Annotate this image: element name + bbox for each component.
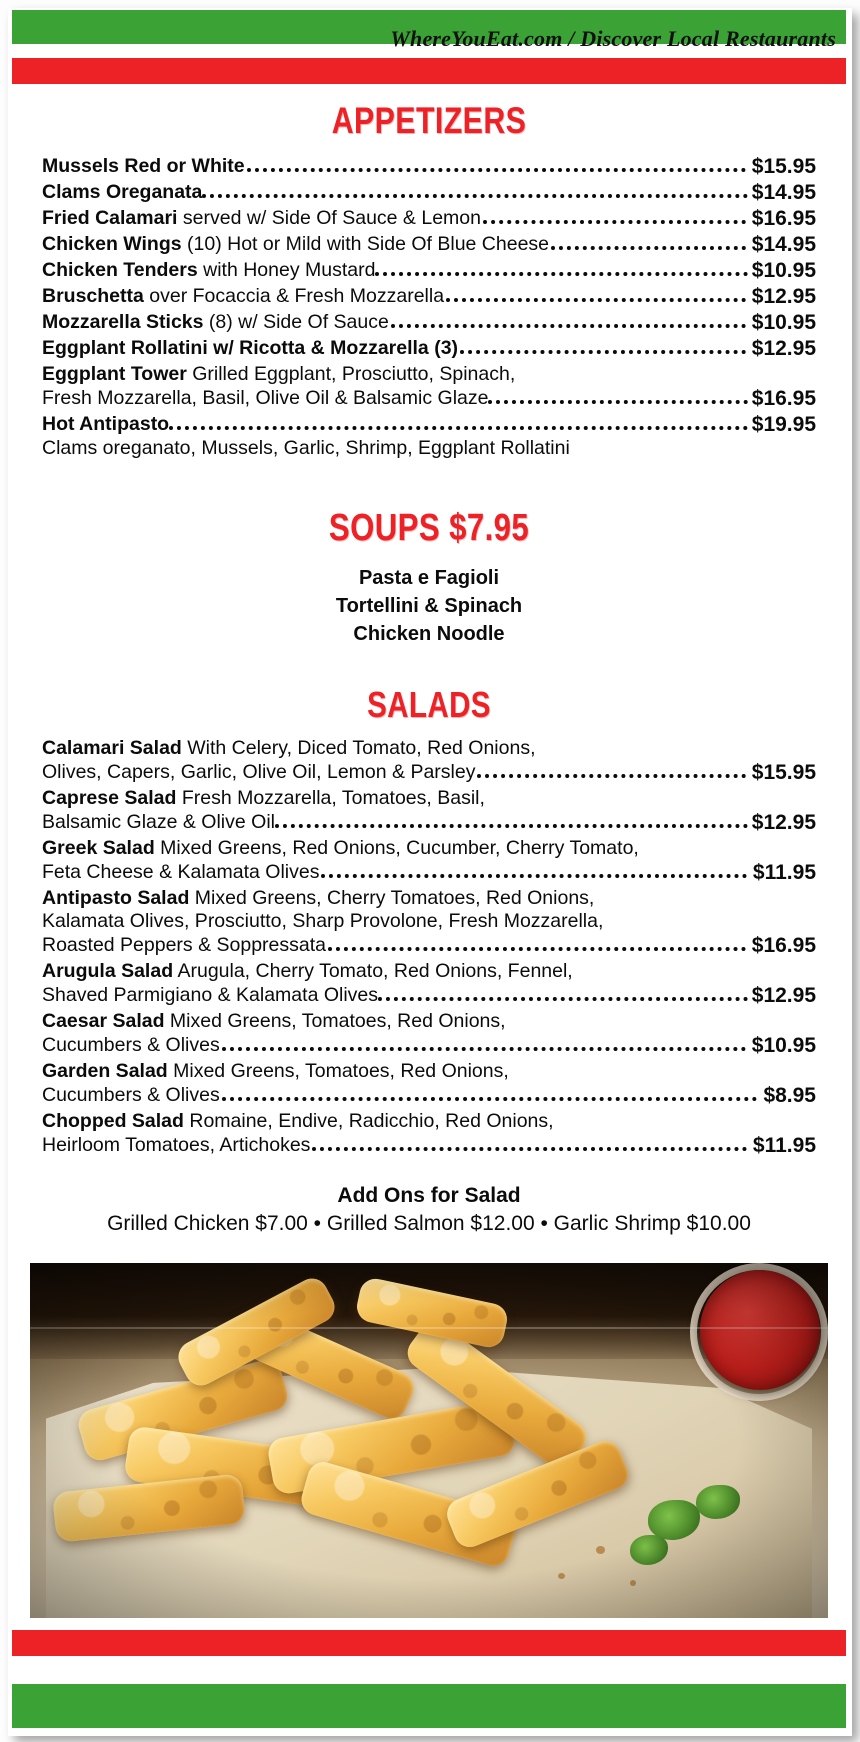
- dot-leader: [551, 246, 746, 250]
- item-name: Clams Oreganata: [42, 181, 203, 203]
- menu-item: [42, 1109, 816, 1158]
- banner-stripe-red-top: [12, 58, 846, 84]
- item-name: Garden Salad Mixed Greens, Tomatoes, Red Onions,: [42, 1060, 509, 1082]
- item-name: Chicken Wings (10) Hot or Mild with Side Of Blue Cheese: [42, 233, 550, 255]
- item-price: $12.95: [751, 984, 816, 1007]
- dot-leader: [391, 324, 746, 328]
- item-desc: with Honey Mustard: [203, 259, 376, 281]
- item-price: $16.95: [751, 387, 816, 410]
- dot-leader: [222, 1047, 746, 1051]
- menu-item: [42, 284, 816, 309]
- item-desc: over Focaccia & Fresh Mozzarella: [149, 285, 445, 307]
- addons-line: Grilled Chicken $7.00 • Grilled Salmon $12.00 • Garlic Shrimp $10.00: [107, 1212, 751, 1235]
- item-price: $14.95: [751, 233, 816, 256]
- item-name: Fried Calamari served w/ Side Of Sauce & Lemon: [42, 207, 481, 229]
- soup-list: [42, 564, 816, 648]
- item-desc: served w/ Side Of Sauce & Lemon: [182, 207, 481, 229]
- item-price: $15.95: [751, 155, 816, 178]
- item-desc-line1: Mixed Greens, Red Onions, Cucumber, Cherry Tomato,: [160, 837, 639, 859]
- item-name: Chopped Salad Romaine, Endive, Radicchio, Red Onions,: [42, 1110, 554, 1132]
- dot-leader: [477, 774, 745, 778]
- item-price: $15.95: [751, 761, 816, 784]
- dot-leader: [247, 168, 746, 172]
- menu-item: [42, 1009, 816, 1058]
- addons-title: Add Ons for Salad: [337, 1184, 521, 1207]
- item-desc-line2: Fresh Mozzarella, Basil, Olive Oil & Balsamic Glaze: [42, 387, 489, 409]
- list-item: Tortellini & Spinach: [335, 595, 523, 617]
- site-credit: WhereYouEat.com / Discover Local Restaurants: [390, 26, 836, 51]
- item-name: Calamari Salad With Celery, Diced Tomato, Red Onions,: [42, 737, 536, 759]
- item-price: $10.95: [751, 311, 816, 334]
- item-desc-line2: Shaved Parmigiano & Kalamata Olives: [42, 984, 379, 1006]
- dot-leader: [169, 426, 748, 430]
- menu-item: [42, 736, 816, 785]
- item-desc-line1: Romaine, Endive, Radicchio, Red Onions,: [189, 1110, 554, 1132]
- item-price: $11.95: [752, 1134, 816, 1157]
- item-name: Antipasto Salad Mixed Greens, Cherry Tomatoes, Red Onions,: [42, 887, 595, 909]
- item-desc-line1: Grilled Eggplant, Prosciutto, Spinach,: [192, 363, 516, 385]
- item-desc-line1: Mixed Greens, Tomatoes, Red Onions,: [169, 1010, 506, 1032]
- menu-item: [42, 1059, 816, 1108]
- item-desc: (8) w/ Side Of Sauce: [208, 311, 389, 333]
- item-desc: Clams oreganato, Mussels, Garlic, Shrimp, Eggplant Rollatini: [42, 437, 570, 459]
- menu-item-hot-antipasto: [42, 412, 816, 460]
- item-price: $16.95: [751, 207, 816, 230]
- item-name: Eggplant Rollatini w/ Ricotta & Mozzarella (3): [42, 337, 459, 359]
- dot-leader: [275, 824, 748, 828]
- item-price: $14.95: [751, 181, 816, 204]
- item-desc-line2: Kalamata Olives, Prosciutto, Sharp Provolone, Fresh Mozzarella,: [42, 910, 604, 932]
- item-desc-line2: Balsamic Glaze & Olive Oil: [42, 811, 275, 833]
- item-price: $10.95: [751, 1034, 816, 1057]
- item-desc: (10) Hot or Mild with Side Of Blue Cheese: [187, 233, 550, 255]
- menu-content: [14, 88, 844, 1236]
- dot-leader: [312, 1147, 747, 1151]
- menu-item: [42, 310, 816, 335]
- item-name: Arugula Salad Arugula, Cherry Tomato, Red Onions, Fennel,: [42, 960, 573, 982]
- dot-leader: [202, 194, 747, 198]
- item-desc-line3: Roasted Peppers & Soppressata: [42, 934, 327, 956]
- item-desc-line2: Cucumbers & Olives: [42, 1034, 220, 1056]
- menu-item: [42, 154, 816, 179]
- item-desc-line1: Mixed Greens, Tomatoes, Red Onions,: [173, 1060, 509, 1082]
- menu-item: [42, 206, 816, 231]
- menu-item: [42, 959, 816, 1008]
- photo-vignette: [30, 1263, 828, 1618]
- item-desc-line2: Olives, Capers, Garlic, Olive Oil, Lemon & Parsley: [42, 761, 476, 783]
- menu-item: [42, 180, 816, 205]
- section-title-salads: SALADS: [367, 684, 491, 725]
- menu-item: [42, 258, 816, 283]
- banner-stripe-red-bottom: [12, 1630, 846, 1656]
- item-desc-line1: Arugula, Cherry Tomato, Red Onions, Fennel,: [177, 960, 573, 982]
- dot-leader: [460, 350, 746, 354]
- item-price: $10.95: [751, 259, 816, 282]
- dot-leader: [375, 272, 747, 276]
- dot-leader: [321, 874, 746, 878]
- item-name: Chicken Tenders with Honey Mustard: [42, 259, 376, 281]
- item-name: Eggplant Tower Grilled Eggplant, Prosciutto, Spinach,: [42, 363, 516, 385]
- item-name: Mozzarella Sticks (8) w/ Side Of Sauce: [42, 311, 389, 333]
- item-price: $12.95: [751, 337, 816, 360]
- item-name: Greek Salad Mixed Greens, Red Onions, Cucumber, Cherry Tomato,: [42, 837, 639, 859]
- item-name: Hot Antipasto: [42, 413, 170, 435]
- item-desc-line1: Mixed Greens, Cherry Tomatoes, Red Onions,: [194, 887, 595, 909]
- banner-stripe-green-bottom: [12, 1684, 846, 1728]
- item-desc-line2: Cucumbers & Olives: [42, 1084, 220, 1106]
- item-name: Mussels Red or White: [42, 155, 245, 177]
- section-title-appetizers: APPETIZERS: [331, 100, 527, 141]
- food-photo-mozzarella-sticks: [30, 1263, 828, 1618]
- item-name: Bruschetta over Focaccia & Fresh Mozzarella: [42, 285, 445, 307]
- addons-block: [42, 1184, 816, 1236]
- menu-item: [42, 836, 816, 885]
- item-price: $19.95: [751, 413, 816, 436]
- item-desc-line2: Heirloom Tomatoes, Artichokes: [42, 1134, 311, 1156]
- item-desc-line1: With Celery, Diced Tomato, Red Onions,: [187, 737, 536, 759]
- item-name: Caesar Salad Mixed Greens, Tomatoes, Red Onions,: [42, 1010, 506, 1032]
- item-desc-line1: Fresh Mozzarella, Tomatoes, Basil,: [181, 787, 485, 809]
- dot-leader: [328, 947, 746, 951]
- menu-item: [42, 232, 816, 257]
- dot-leader: [222, 1097, 758, 1101]
- item-price: $8.95: [763, 1084, 816, 1107]
- dot-leader: [483, 220, 746, 224]
- item-desc-line2: Feta Cheese & Kalamata Olives: [42, 861, 320, 883]
- item-name: Caprese Salad Fresh Mozzarella, Tomatoes, Basil,: [42, 787, 485, 809]
- dot-leader: [446, 298, 746, 302]
- dot-leader: [378, 997, 748, 1001]
- section-title-soups: SOUPS $7.95: [328, 507, 530, 549]
- list-item: Pasta e Fagioli: [358, 567, 500, 589]
- menu-item: [42, 336, 816, 361]
- menu-item: [42, 786, 816, 835]
- dot-leader: [488, 400, 747, 404]
- list-item: Chicken Noodle: [353, 623, 505, 645]
- item-price: $16.95: [751, 934, 816, 957]
- menu-item: [42, 886, 816, 958]
- item-price: $12.95: [751, 811, 816, 834]
- item-price: $12.95: [751, 285, 816, 308]
- menu-item-eggplant-tower: [42, 362, 816, 411]
- item-price: $11.95: [752, 861, 816, 884]
